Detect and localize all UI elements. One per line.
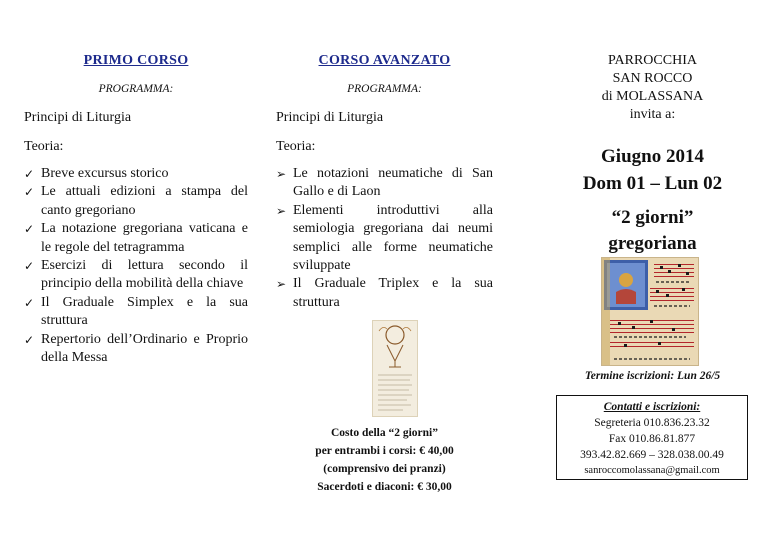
check-icon: ✓ (24, 259, 35, 274)
contact-email: sanroccomolassana@gmail.com (584, 465, 720, 476)
check-icon: ✓ (24, 185, 35, 200)
course-items-list (24, 165, 248, 367)
list-item: ✓ La notazione gregoriana vaticana e le regole del tetragramma (24, 221, 248, 255)
liturgia-line: Principi di Liturgia (24, 110, 132, 125)
course-items-list (276, 165, 493, 312)
arrow-bullet-icon: ➢ (276, 277, 287, 292)
chant-manuscript-image (601, 257, 699, 366)
list-item: ➢ Elementi introduttivi alla semiologia gregoriana dai neumi semplici alle forme neumatiche sviluppate (276, 202, 493, 274)
list-item: ✓ Esercizi di lettura secondo il principio della mobilità della chiave (24, 258, 248, 292)
contact-cell: 393.42.82.669 – 328.038.00.49 (580, 449, 724, 461)
cost-line: per entrambi i corsi: € 40,00 (315, 445, 454, 457)
list-item: ✓ Il Graduale Simplex e la sua struttura (24, 294, 248, 329)
liturgia-line: Principi di Liturgia (276, 110, 384, 125)
course-title: PRIMO CORSO (83, 53, 189, 68)
teoria-label: Teoria: (24, 139, 64, 154)
list-item: ✓ Breve excursus storico (24, 165, 248, 183)
programma-label: PROGRAMMA: (98, 83, 174, 95)
list-item: ✓ Repertorio dell’Ordinario e Proprio della Messa (24, 331, 248, 366)
arrow-bullet-icon: ➢ (276, 203, 287, 218)
contact-segreteria: Segreteria 010.836.23.32 (594, 417, 710, 429)
cost-info (276, 424, 493, 496)
parish-heading: PARROCCHIA SAN ROCCO di MOLASSANA invita a: (601, 53, 704, 122)
course-title: CORSO AVANZATO (318, 53, 451, 68)
manuscript-image (372, 320, 418, 417)
cost-line: (comprensivo dei pranzi) (323, 463, 446, 475)
check-icon: ✓ (24, 222, 35, 237)
teoria-label: Teoria: (276, 139, 316, 154)
cost-line: Sacerdoti e diaconi: € 30,00 (317, 481, 452, 493)
list-item: ✓ Le attuali edizioni a stampa del canto gregoriano (24, 184, 248, 218)
list-item: ➢ Il Graduale Triplex e la sua struttura (276, 276, 493, 310)
contact-fax: Fax 010.86.81.877 (608, 433, 696, 445)
check-icon: ✓ (24, 167, 35, 181)
registration-deadline: Termine iscrizioni: Lun 26/5 (584, 370, 721, 382)
contact-title: Contatti e iscrizioni: (603, 401, 701, 413)
check-icon: ✓ (24, 332, 35, 347)
cost-line: Costo della “2 giorni” (330, 427, 438, 439)
contact-box (556, 395, 748, 480)
event-title: “2 giorni” gregoriana (608, 207, 697, 254)
event-dates: Giugno 2014 Dom 01 – Lun 02 (582, 146, 723, 194)
programma-label: PROGRAMMA: (347, 83, 422, 95)
check-icon: ✓ (24, 295, 35, 310)
list-item: ➢ Le notazioni neumatiche di San Gallo e di Laon (276, 166, 493, 200)
arrow-bullet-icon: ➢ (276, 167, 287, 181)
